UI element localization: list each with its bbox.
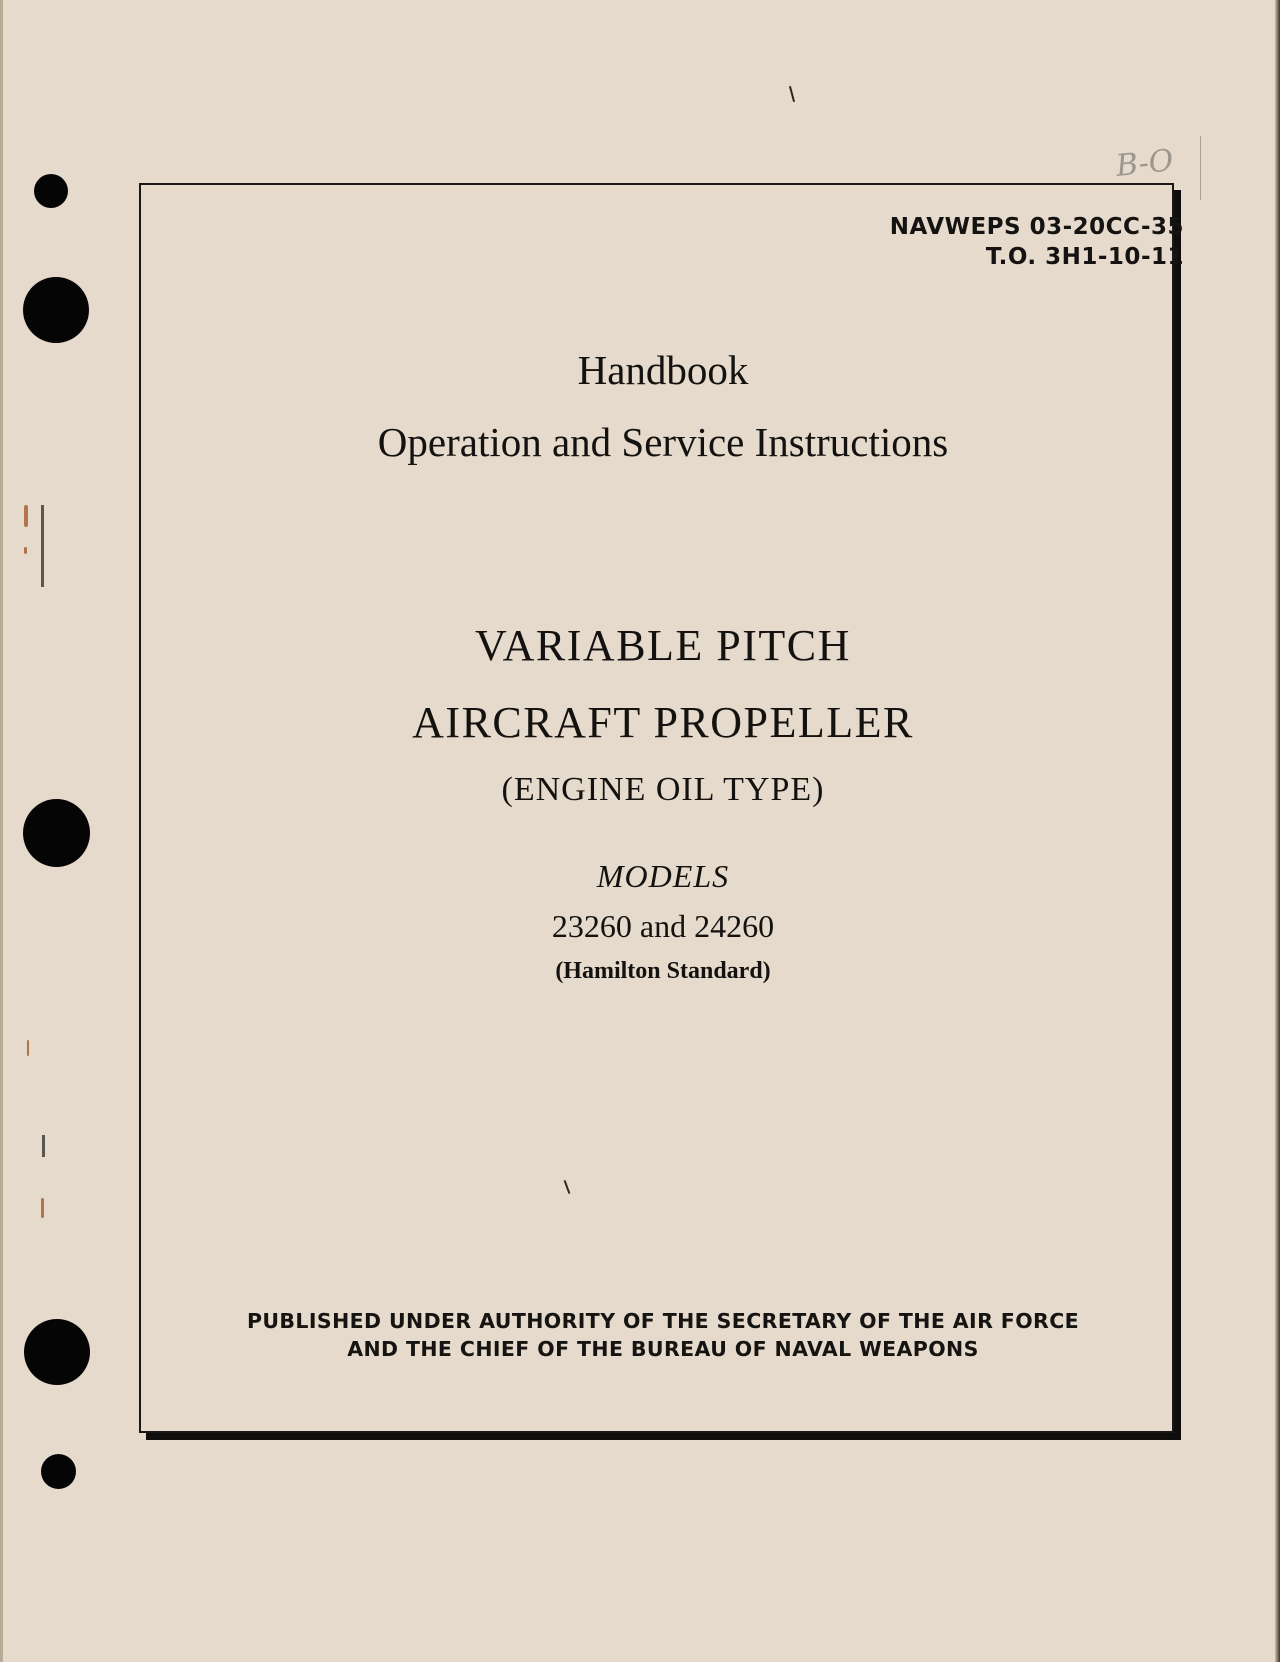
rust-stain <box>24 505 28 527</box>
model-numbers: 23260 and 24260 <box>551 908 775 944</box>
stray-mark <box>789 86 795 102</box>
page-edge-right <box>1275 0 1280 1662</box>
staple-mark <box>41 505 44 587</box>
punch-hole-small-bottom <box>41 1454 76 1489</box>
punch-hole-large-middle <box>23 799 90 867</box>
authority-line-2: AND THE CHIEF OF THE BUREAU OF NAVAL WEAPONS <box>347 1337 979 1361</box>
title-line-1: VARIABLE PITCH <box>475 621 851 670</box>
handbook-heading: Handbook <box>577 347 749 393</box>
rust-stain <box>41 1198 44 1218</box>
punch-hole-small-top <box>34 174 68 208</box>
punch-hole-large-top <box>23 277 89 343</box>
manufacturer: (Hamilton Standard) <box>555 958 771 984</box>
staple-mark <box>42 1135 45 1157</box>
pencil-line <box>1200 136 1201 200</box>
rust-stain <box>27 1040 29 1056</box>
models-label: MODELS <box>596 858 730 894</box>
pencil-annotation: B-O <box>1114 143 1176 184</box>
document-subtitle: Operation and Service Instructions <box>377 419 949 465</box>
title-line-3: (ENGINE OIL TYPE) <box>501 771 825 808</box>
authority-line-1: PUBLISHED UNDER AUTHORITY OF THE SECRETARY OF THE AIR FORCE <box>246 1309 1080 1333</box>
navweps-number: NAVWEPS 03-20CC-35 <box>889 214 1184 240</box>
page-edge-left <box>0 0 3 1662</box>
title-line-2: AIRCRAFT PROPELLER <box>412 698 914 747</box>
to-number: T.O. 3H1-10-11 <box>985 244 1184 270</box>
rust-stain <box>24 547 27 554</box>
